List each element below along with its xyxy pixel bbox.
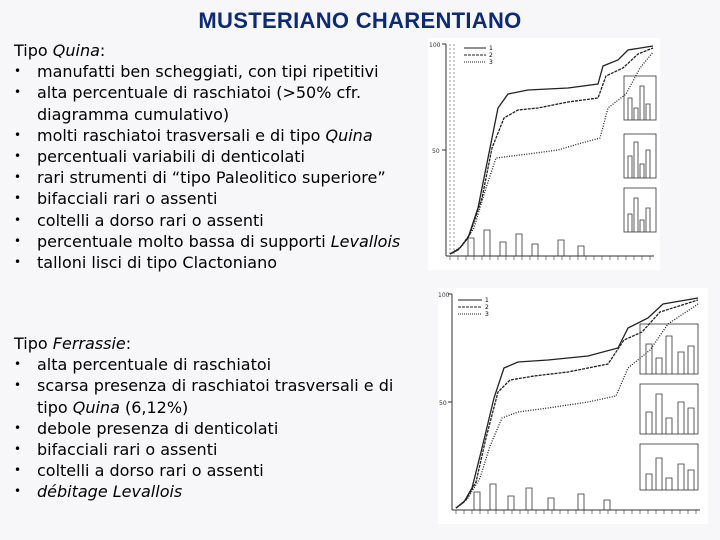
quina-heading (14, 40, 424, 61)
list-item (14, 460, 424, 481)
list-item (14, 375, 424, 417)
fig2-histograms (474, 324, 698, 510)
page-title: MUSTERIANO CHARENTIANO (198, 8, 522, 33)
list-item-text: alta percentuale di raschiatoi (>50% cfr. diagramma cumulativo) (37, 83, 362, 124)
list-item (14, 125, 424, 146)
list-item (14, 252, 424, 273)
quina-heading-name: Quina (52, 41, 100, 60)
quina-section (14, 40, 424, 273)
list-item (14, 354, 424, 375)
ferrassie-diagram-svg (438, 288, 708, 524)
ferrassie-section (14, 333, 424, 503)
list-item-text: (6,12%) (119, 397, 189, 417)
list-item (14, 167, 424, 188)
fig1-legend-1: 1 (489, 45, 493, 52)
list-item-text: talloni lisci di tipo Clactoniano (37, 253, 278, 273)
quina-heading-prefix: Tipo (14, 41, 53, 60)
list-item-text: bifacciali rari o assenti (37, 189, 218, 209)
ferrassie-cumulative-diagram (438, 288, 708, 524)
fig2-tick-100: 100 (438, 292, 450, 299)
fig1-tick-100: 100 (429, 42, 441, 49)
ferrassie-list (14, 354, 424, 502)
fig1-curves (450, 46, 653, 254)
fig1-tick-50: 50 (432, 148, 440, 155)
ferrassie-heading-suffix: : (125, 334, 132, 353)
fig1-legend-3: 3 (489, 59, 493, 66)
fig2-legend-3: 3 (485, 311, 489, 318)
list-item (14, 231, 424, 252)
list-item-text: manufatti ben scheggiati, con tipi ripetitivi (37, 62, 379, 82)
ferrassie-heading-prefix: Tipo (14, 334, 53, 353)
list-item-text: scarsa presenza di raschiatoi trasversali e di tipo (37, 376, 394, 417)
list-item-text: alta percentuale di raschiatoi (37, 355, 272, 375)
list-item-text: rari strumenti di “tipo Paleolitico superiore” (37, 168, 386, 188)
list-item (14, 439, 424, 460)
fig2-tick-50: 50 (439, 400, 447, 407)
ferrassie-heading (14, 333, 424, 354)
ferrassie-heading-name: Ferrassie (52, 334, 126, 353)
fig1-legend-2: 2 (489, 52, 493, 59)
quina-cumulative-diagram (428, 38, 660, 270)
quina-list (14, 61, 424, 273)
list-item-text: coltelli a dorso rari o assenti (37, 210, 264, 230)
list-item (14, 61, 424, 82)
list-item-italic: débitage Levallois (37, 482, 183, 502)
list-item (14, 210, 424, 231)
list-item-italic: Levallois (330, 231, 401, 251)
list-item (14, 188, 424, 209)
list-item (14, 418, 424, 439)
fig2-legend-2: 2 (485, 304, 489, 311)
quina-diagram-svg (428, 38, 660, 270)
list-item-italic: Quina (72, 397, 120, 417)
list-item (14, 146, 424, 167)
quina-heading-suffix: : (99, 41, 106, 60)
list-item (14, 82, 424, 124)
list-item (14, 481, 424, 502)
list-item-text: percentuali variabili di denticolati (37, 147, 305, 167)
list-item-text: molti raschiatoi trasversali e di tipo (37, 125, 326, 145)
list-item-text: bifacciali rari o assenti (37, 440, 218, 460)
list-item-italic: Quina (325, 125, 373, 145)
list-item-text: debole presenza di denticolati (37, 418, 279, 438)
fig2-legend-1: 1 (485, 297, 489, 304)
list-item-text: coltelli a dorso rari o assenti (37, 461, 264, 481)
list-item-text: percentuale molto bassa di supporti (37, 231, 331, 251)
